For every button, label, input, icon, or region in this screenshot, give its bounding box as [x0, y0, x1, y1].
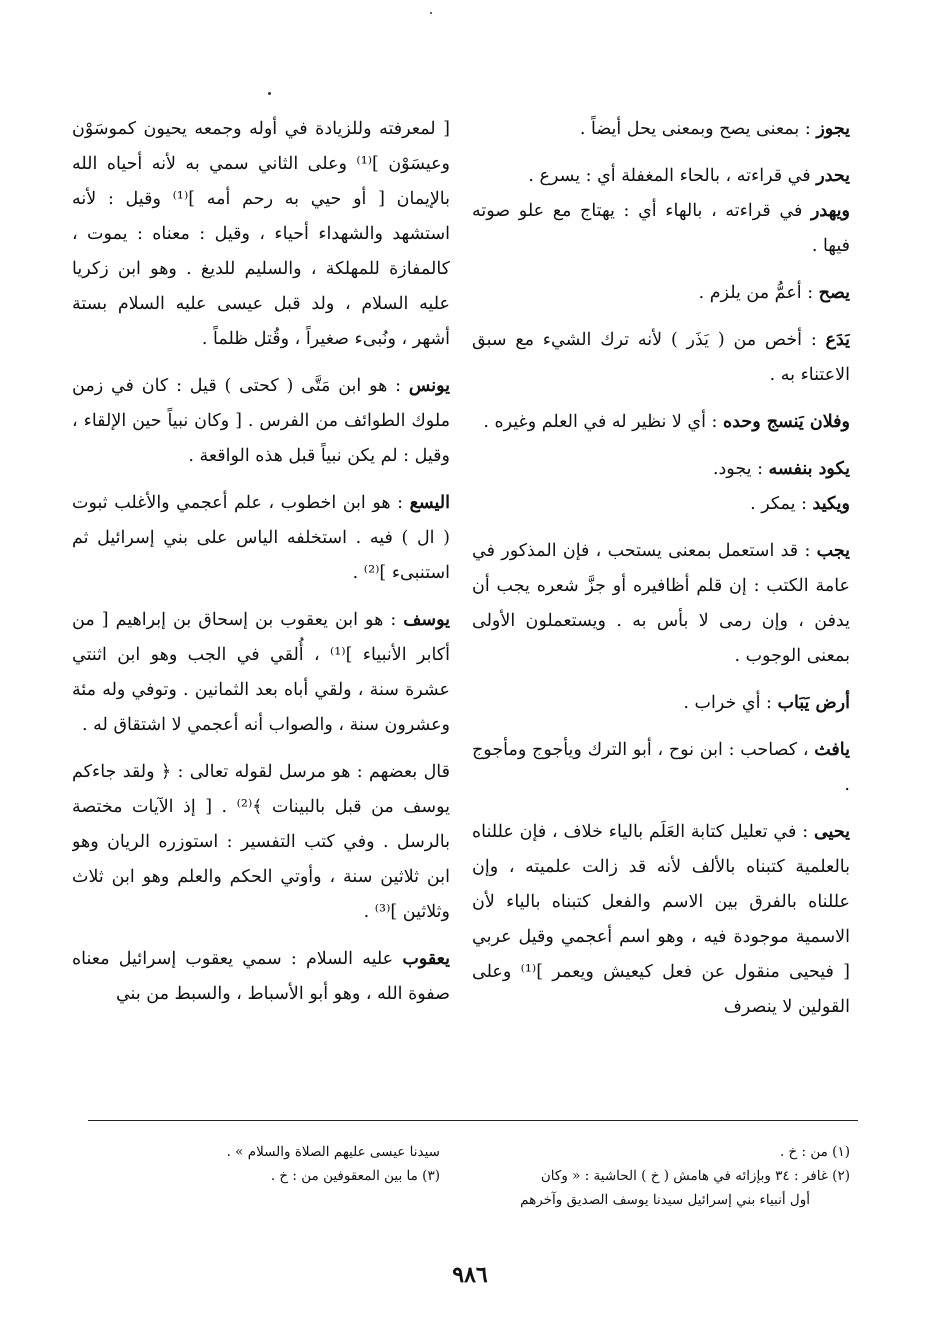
entry-headword: يصح: [818, 283, 850, 303]
footnote-line: سيدنا عيسى عليهم الصلاة والسلام » .: [226, 1144, 440, 1160]
page-number: ٩٨٦: [452, 1262, 488, 1288]
footnote-line: (١) من : خ .: [779, 1144, 850, 1160]
dictionary-entry: [472, 534, 850, 674]
entry-headword: وفلان يَنسج وحده: [723, 412, 850, 432]
dictionary-entry: [472, 159, 850, 194]
dictionary-entry: [72, 486, 450, 591]
entry-headword: يعقوب: [402, 949, 450, 969]
entry-text: في قراءته ، بالحاء المغفلة أي : يسرع .: [528, 166, 817, 186]
entry-headword: أرض يَبَاب: [777, 693, 850, 713]
entry-headword: يوسف: [403, 610, 450, 630]
entry-text: : هو ابن يعقوب بن إسحاق بن إبراهيم [ من أكابر الأنبياء ]⁽¹⁾ ، أُلقي في الجب وهو ابن اثنتي عشرة سنة ، ولقي أباه بعد الثمانين . وتوفي وله مئة وعشرون سنة ، والصواب أنه أعجمي لا اشتقاق له .: [72, 610, 450, 735]
dictionary-entry: [472, 276, 850, 311]
entry-headword: يحدر: [816, 166, 850, 186]
footnote-divider: [88, 1120, 858, 1121]
entry-headword: يونس: [408, 376, 450, 396]
dictionary-entry: [472, 452, 850, 487]
entry-text: : يمكر .: [750, 494, 813, 514]
entry-text: : هو ابن مَتَّى ( كحتى ) قيل : كان في زمن ملوك الطوائف من الفرس . [ وكان نبياً حين الإلقاء ، وقيل : لم يكن نبياً قبل هذه الواقعة .: [72, 376, 450, 466]
entry-text: [ لمعرفته وللزيادة في أوله وجمعه يحيون كموسَوْن وعيسَوْن ]⁽¹⁾ وعلى الثاني سمي به لأنه أحياه الله بالإيمان [ أو حيي به رحم أمه ]⁽¹⁾ وقيل : لأنه استشهد والشهداء أحياء ، وقيل : معناه : يموت ، كالمفازة للمهلكة ، والسليم للديغ . وهو ابن زكريا عليه السلام ، ولد قبل عيسى عليه السلام بستة أشهر ، ونُبىء صغيراً ، وقُتل ظلماً .: [72, 119, 450, 349]
entry-headword: يافث: [814, 740, 850, 760]
entry-text: : قد استعمل بمعنى يستحب ، فإن المذكور في عامة الكتب : إن قلم أظافيره أو جزَّ شعره يجب أن يدفن ، وإن رمى لا بأس به . ويستعملون الأولى بمعنى الوجوب .: [472, 541, 850, 666]
dictionary-entry: [472, 194, 850, 264]
right-column: [472, 112, 850, 1102]
footnotes-right: [450, 1140, 850, 1212]
dictionary-entry: [472, 405, 850, 440]
dictionary-entry: [472, 487, 850, 522]
entry-text: : هو ابن اخطوب ، علم أعجمي والأغلب ثبوت ( ال ) فيه . استخلفه الياس على بني إسرائيل ثم استنبىء ]⁽²⁾ .: [72, 493, 450, 583]
footnote-line: أول أنبياء بني إسرائيل سيدنا يوسف الصديق وآخرهم: [520, 1192, 810, 1208]
entry-text: : أي لا نظير له في العلم وغيره .: [483, 412, 724, 432]
dictionary-entry: [472, 733, 850, 803]
dictionary-entry: [472, 323, 850, 393]
entry-headword: يحيى: [813, 822, 850, 842]
entry-headword: ويهدر: [810, 201, 850, 221]
dictionary-entry: [72, 369, 450, 474]
footnote-line: (٢) غافر : ٣٤ وبإزائه في هامش ( خ ) الحاشية : « وكان: [540, 1168, 850, 1184]
entry-headword: يجب: [816, 541, 850, 561]
dictionary-entry: [72, 603, 450, 743]
entry-text: عليه السلام : سمي يعقوب إسرائيل معناه صفوة الله ، وهو أبو الأسباط ، والسبط من بني: [72, 949, 450, 1004]
footnote-line: (٣) ما بين المعقوفين من : خ .: [270, 1168, 440, 1184]
left-column: [72, 112, 450, 1102]
dictionary-entry: [472, 815, 850, 1025]
scan-speck: [430, 12, 432, 14]
entry-text: في قراءته ، بالهاء أي : يهتاج مع علو صوته فيها .: [472, 201, 850, 256]
dictionary-entry: [72, 942, 450, 1012]
entry-headword: ويكيد: [812, 494, 850, 514]
entry-text: : يجود.: [712, 459, 769, 479]
dictionary-entry: [72, 112, 450, 357]
dictionary-entry: [72, 755, 450, 930]
dictionary-entry: [472, 112, 850, 147]
entry-headword: اليسع: [409, 493, 450, 513]
entry-headword: يَدَع: [825, 330, 850, 350]
entry-text: : أخص من ( يَذَر ) لأنه ترك الشيء مع سبق الاعتناء به .: [472, 330, 850, 385]
scan-speck: [268, 92, 271, 95]
entry-text: : في تعليل كتابة العَلَم بالياء خلاف ، فإن عللناه بالعلمية كتبناه بالألف لأنه قد زالت علميته ، وإن عللناه بالفرق بين الاسم والفعل كتبناه بالياء لأن الاسمية موجودة فيه ، وهو اسم أعجمي وقيل عربي [ فيحيى منقول عن فعل كيعيش ويعمر ]⁽¹⁾ وعلى القولين لا ينصرف: [472, 822, 850, 1017]
entry-headword: يجوز: [816, 119, 850, 139]
entry-text: قال بعضهم : هو مرسل لقوله تعالى : ﴿ ولقد جاءكم يوسف من قبل بالبينات ﴾⁽²⁾ . [ إذ الآيات مختصة بالرسل . وفي كتب التفسير : استوزره الريان وهو ابن ثلاثين سنة ، وأوتي الحكم والعلم وهو ابن ثلاث وثلاثين ]⁽³⁾ .: [72, 762, 450, 922]
entry-text: : بمعنى يصح وبمعنى يحل أيضاً .: [579, 119, 817, 139]
entry-text: : أعمُّ من يلزم .: [698, 283, 819, 303]
entry-text: : أي خراب .: [683, 693, 778, 713]
footnotes-left: [120, 1140, 440, 1188]
dictionary-entry: [472, 686, 850, 721]
entry-text: ، كصاحب : ابن نوح ، أبو الترك ويأجوج ومأجوج .: [472, 740, 850, 795]
entry-headword: يكود بنفسه: [768, 459, 850, 479]
